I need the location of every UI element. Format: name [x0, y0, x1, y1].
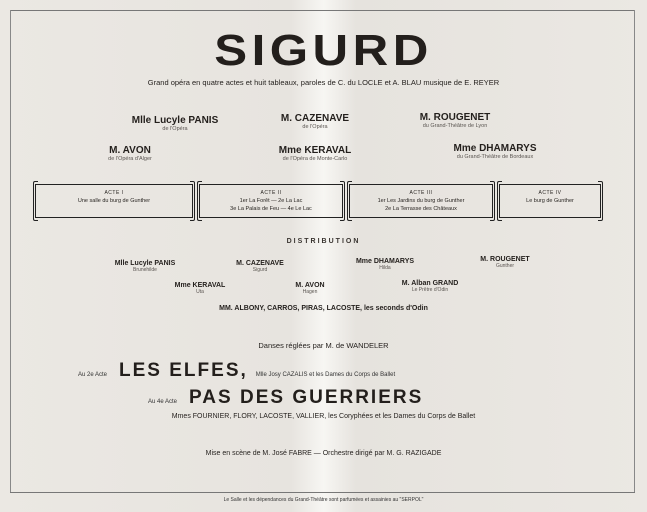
cast-name: Mme DHAMARYS — [453, 143, 537, 154]
cast-affiliation: de l'Opéra de Monte-Carlo — [282, 156, 348, 162]
dancers-line: Mmes FOURNIER, FLORY, LACOSTE, VALLIER, les Coryphées et les Dames du Corps de Ballet — [171, 413, 476, 420]
distribution-item — [210, 260, 310, 273]
cast-item — [250, 145, 380, 162]
act-box — [199, 184, 343, 218]
act-scene: 2e La Terrasse des Châteaux — [385, 206, 457, 212]
act-scene: 3e La Palais de Feu — 4e Le Lac — [230, 206, 312, 212]
act-scene: 1er Les Jardins du burg de Gunther — [377, 198, 465, 204]
role-name: Gunther — [495, 263, 515, 269]
distribution-item — [455, 256, 555, 269]
frame-border-top — [10, 10, 635, 11]
frame-border-bottom — [10, 492, 635, 493]
ballet-title: PAS DES GUERRIERS — [189, 387, 424, 408]
distribution-item — [375, 280, 485, 293]
act-box — [499, 184, 601, 218]
act-scene: Le burg de Gunther — [526, 198, 574, 204]
act-heading: ACTE III — [409, 190, 433, 196]
distribution-heading: DISTRIBUTION — [286, 238, 361, 245]
staging-line: Mise en scène de M. José FABRE — Orchestre dirigé par M. G. RAZIGADE — [205, 450, 442, 457]
distribution-item — [265, 282, 355, 295]
cast-item — [425, 143, 565, 160]
ballet-elfes-line — [78, 360, 578, 382]
cast-item — [250, 113, 380, 130]
opera-title: SIGURD — [214, 26, 433, 75]
act-heading: ACTE I — [104, 190, 124, 196]
cast-item — [110, 115, 240, 132]
performer-name: M. Alban GRAND — [401, 280, 459, 287]
act-heading: ACTE II — [260, 190, 282, 196]
performer-name: Mlle Lucyle PANIS — [114, 260, 176, 267]
act-scene: Une salle du burg de Gunther — [77, 198, 151, 204]
distribution-item — [335, 258, 435, 271]
performer-name: M. ROUGENET — [480, 256, 530, 263]
act-heading: ACTE IV — [538, 190, 562, 196]
act-box — [349, 184, 493, 218]
dances-line: Danses réglées par M. de WANDELER — [258, 341, 389, 350]
cast-affiliation: de l'Opéra — [302, 124, 328, 130]
act-box — [35, 184, 193, 218]
act-scene: 1er La Forêt — 2e La Lac — [239, 198, 303, 204]
distribution-item — [95, 260, 195, 273]
ballet-title: LES ELFES, — [119, 360, 248, 381]
acts-bar — [35, 181, 605, 221]
role-name: Uta — [196, 289, 204, 295]
ballet-performers: Mlle Josy CAZALIS et les Dames du Corps de Ballet — [255, 372, 396, 378]
role-name: Sigurd — [252, 267, 268, 273]
ballet-act-label: Au 4e Acte — [148, 399, 178, 405]
role-name: Hagen — [302, 289, 318, 295]
ballet-guerriers-line — [148, 387, 548, 409]
cast-affiliation: de l'Opéra — [162, 126, 188, 132]
cast-name: Mlle Lucyle PANIS — [131, 115, 219, 126]
footer-note: Le Salle et les dépendances du Grand-Théâtre sont parfumées et assainies au "SERPOL" — [223, 497, 424, 503]
performer-name: M. AVON — [295, 282, 325, 289]
performer-name: Mme DHAMARYS — [355, 258, 415, 265]
role-name: Brunehilde — [133, 267, 157, 273]
opera-subtitle: Grand opéra en quatre actes et huit tableaux, paroles de C. du LOCLE et A. BLAU musique de E. REYER — [147, 78, 500, 87]
performer-name: Mme KERAVAL — [174, 282, 226, 289]
distribution-item — [150, 282, 250, 295]
cast-affiliation: du Grand-Théâtre de Bordeaux — [456, 154, 534, 160]
performer-name: M. CAZENAVE — [236, 260, 284, 267]
ballet-act-label: Au 2e Acte — [78, 372, 108, 378]
ensemble-line: MM. ALBONY, CARROS, PIRAS, LACOSTE, les seconds d'Odin — [219, 305, 428, 312]
cast-item — [75, 145, 185, 162]
cast-name: M. CAZENAVE — [280, 113, 350, 124]
cast-name: M. ROUGENET — [419, 112, 491, 123]
cast-name: Mme KERAVAL — [278, 145, 352, 156]
role-name: Le Prêtre d'Odin — [411, 287, 449, 293]
role-name: Hilda — [379, 265, 391, 271]
cast-affiliation: de l'Opéra d'Alger — [108, 156, 152, 162]
cast-name: M. AVON — [109, 145, 151, 156]
cast-item — [390, 112, 520, 129]
cast-affiliation: du Grand-Théâtre de Lyon — [422, 123, 488, 129]
